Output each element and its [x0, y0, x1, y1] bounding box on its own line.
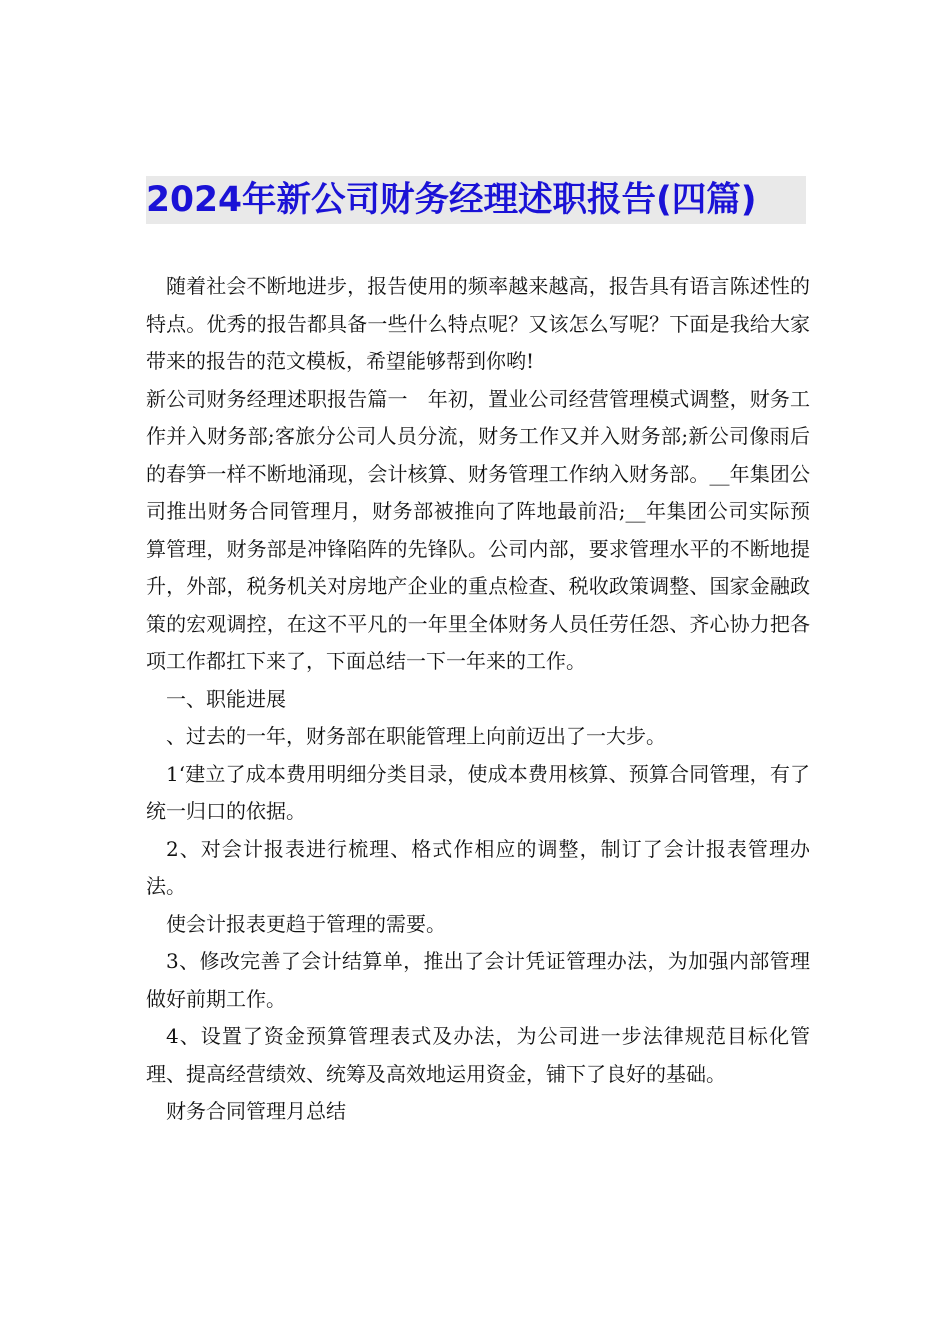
list-item: 4、设置了资金预算管理表式及办法，为公司进一步法律规范目标化管理、提高经营绩效、统筹及高效地运用资金，铺下了良好的基础。 — [146, 1024, 810, 1086]
section-heading: 一、职能进展 — [166, 686, 286, 711]
document-body — [146, 268, 810, 1131]
list-item: 3、修改完善了会计结算单，推出了会计凭证管理办法，为加强内部管理做好前期工作。 — [146, 949, 810, 1011]
list-item: 1‘建立了成本费用明细分类目录，使成本费用核算、预算合同管理，有了统一归口的依据。 — [146, 761, 810, 823]
intro-paragraph: 随着社会不断地进步，报告使用的频率越来越高，报告具有语言陈述性的特点。优秀的报告都具备一些什么特点呢？又该怎么写呢？下面是我给大家带来的报告的范文模板，希望能够帮到你哟! — [146, 274, 810, 373]
body-paragraph: 、过去的一年，财务部在职能管理上向前迈出了一大步。 — [166, 724, 666, 748]
body-paragraph: 新公司财务经理述职报告篇一 年初，置业公司经营管理模式调整，财务工作并入财务部;客旅分公司人员分流，财务工作又并入财务部;新公司像雨后的春笋一样不断地涌现，会计核算、财务管理工作纳入财务部。__年集团公司推出财务合同管理月，财务部被推向了阵地最前沿;__年集团公司实际预算管理，财务部是冲锋陷阵的先锋队。公司内部，要求管理水平的不断地提升，外部，税务机关对房地产企业的重点检查、税收政策调整、国家金融政策的宏观调控，在这不平凡的一年里全体财务人员任劳任怨、齐心协力把各项工作都扛下来了，下面总结一下一年来的工作。 — [146, 386, 810, 673]
document-title: 2024年新公司财务经理述职报告(四篇) — [146, 180, 757, 220]
list-item: 2、对会计报表进行梳理、格式作相应的调整，制订了会计报表管理办法。 — [146, 836, 810, 898]
section-heading: 财务合同管理月总结 — [166, 1099, 346, 1123]
body-paragraph: 使会计报表更趋于管理的需要。 — [166, 911, 446, 936]
